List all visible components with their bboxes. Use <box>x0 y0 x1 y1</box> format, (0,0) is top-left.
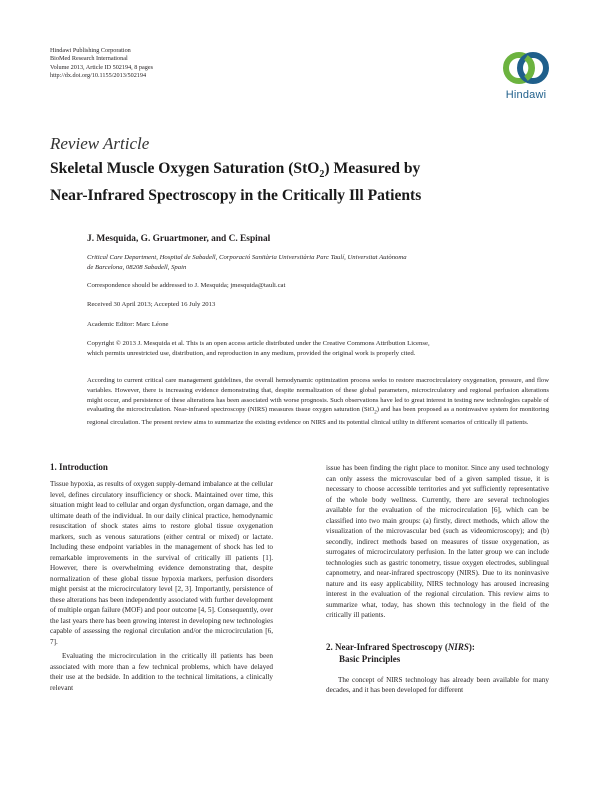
received-dates: Received 30 April 2013; Accepted 16 July 2013 <box>87 301 216 308</box>
academic-editor: Academic Editor: Marc Léone <box>87 321 169 328</box>
doi-link[interactable]: http://dx.doi.org/10.1155/2013/502194 <box>50 72 147 80</box>
correspondence: Correspondence should be addressed to J. Mesquida; jmesquida@tauli.cat <box>87 282 286 289</box>
abstract-part2: ) and has been proposed as a noninvasive system for monitoring regional circulation. The present review aims to summarize the existing evidence on NIRS and its potential clinical utility in different scenarios of critically ill patients. <box>87 406 550 427</box>
publisher-name: Hindawi Publishing Corporation <box>50 47 131 54</box>
paragraph-intro-2: Evaluating the microcirculation in the critically ill patients has been associated with more than a few technical problems, which have delayed their use at the bedside. In addition to the technical limitations, a clinically relevant <box>50 652 273 692</box>
copyright-line2: which permits unrestricted use, distribution, and reproduction in any medium, provided the original work is properly cited. <box>87 350 416 357</box>
abstract-part1: According to current critical care management guidelines, the overall hemodynamic optimization process seeks to restore macrocirculatory oxygenation, pressure, and flow variables. However, there is increasing evidence demonstrating that, despite normalization of these global parameters, microcirculatory and regional perfusion alterations might occur, and persistence of these alterations has been associated with worse prognosis. Such observations have led to great interest in testing new technologies capable of evaluating the microcirculation. Near-infrared spectroscopy (NIRS) measures tissue oxygen saturation (StO <box>87 377 549 414</box>
abstract-subscript: 2 <box>374 410 377 416</box>
left-column <box>50 461 273 693</box>
abstract <box>87 376 549 428</box>
nirs-heading-abbr: NIRS <box>447 641 469 652</box>
title-part1: Skeletal Muscle Oxygen Saturation (StO <box>50 160 320 177</box>
affiliation-line2: de Barcelona, 08208 Sabadell, Spain <box>87 264 187 271</box>
nirs-heading-line2: Basic Principles <box>339 653 401 664</box>
title-part2: ) Measured by <box>324 160 421 177</box>
nirs-heading-part1: 2. Near-Infrared Spectroscopy ( <box>326 641 448 652</box>
author-list: J. Mesquida, G. Gruartmoner, and C. Espinal <box>87 234 271 244</box>
copyright-line1: Copyright © 2013 J. Mesquida et al. This is an open access article distributed under the Creative Commons Attribution License, <box>87 340 430 347</box>
article-title <box>50 158 550 206</box>
hindawi-logo-icon <box>498 44 554 88</box>
article-type: Review Article <box>50 134 150 153</box>
paragraph-intro-continued: issue has been finding the right place to monitor. Since any used technology can only assess the microvascular bed of a given sampled tissue, it is necessary to choose accessible territories and yet sufficiently representative of the whole body wellness. Currently, there are several technologies available for the evaluation of the microcirculation [6], which can be classified into two main groups: (a) firstly, direct methods, which allow the visualization of the microvascular bed (such as videomicroscopy); and (b) secondly, indirect methods based on measures of tissue oxygenation, as surrogates of microcirculatory perfusion. In the latter group we can include technologies such as gastric tonometry, tissue oxygen electrodes, sublingual capnometry, and near-infrared spectroscopy (NIRS). Due to its noninvasive nature and its easy applicability, NIRS technology has aroused increasing interest in the evaluation of the regional circulation. This review aims to summarize what, today, has shown this technology in the field of the critically ill patients. <box>326 464 549 619</box>
volume-info: Volume 2013, Article ID 502194, 8 pages <box>50 63 153 71</box>
affiliation <box>87 253 549 273</box>
section-heading-introduction: 1. Introduction <box>50 462 108 472</box>
hindawi-logo-text: Hindawi <box>505 89 547 101</box>
right-column <box>326 463 549 696</box>
copyright-notice <box>87 339 549 359</box>
journal-name: BioMed Research International <box>50 55 128 63</box>
affiliation-line1: Critical Care Department, Hospital de Sabadell, Corporació Sanitària Universitària Parc Taulí, Universitat Autònoma <box>87 254 407 261</box>
paragraph-nirs-1: The concept of NIRS technology has already been available for many decades, and it has been developed for different <box>326 675 549 694</box>
title-subscript: 2 <box>319 169 325 181</box>
section-heading-nirs <box>326 641 549 665</box>
journal-header <box>50 47 153 81</box>
paragraph-intro-1: Tissue hypoxia, as results of oxygen supply-demand imbalance at the cellular level, defines circulatory insufficiency or shock. Maintained over time, this situation might lead to cellular and organ dysfunction, organ damage, and the ultimate death of the individual. In our daily clinical practice, hemodynamic resuscitation of shock states aims to restore global tissue oxygenation markers, such as venous saturations (either central or mixed) or lactate. Including these endpoint variables in the management of shock has led to remarkable improvements in the survival of critically ill patients [1]. However, there is overwhelming evidence demonstrating that, despite normalization of these global tissue hypoxia markers, perfusion disorders might persist at the microcirculatory level [2, 3]. Importantly, persistence of these alterations has been independently associated with further development of multiple organ failure (MOF) and poor outcome [4, 5]. Consequently, over the last years there has been growing interest in developing new technologies capable of assessing the regional circulation and/or the microcirculation [6, 7]. <box>50 480 273 646</box>
title-line2: Near-Infrared Spectroscopy in the Critically Ill Patients <box>50 187 422 205</box>
hindawi-logo <box>498 44 554 104</box>
nirs-heading-part2: ): <box>468 641 475 652</box>
